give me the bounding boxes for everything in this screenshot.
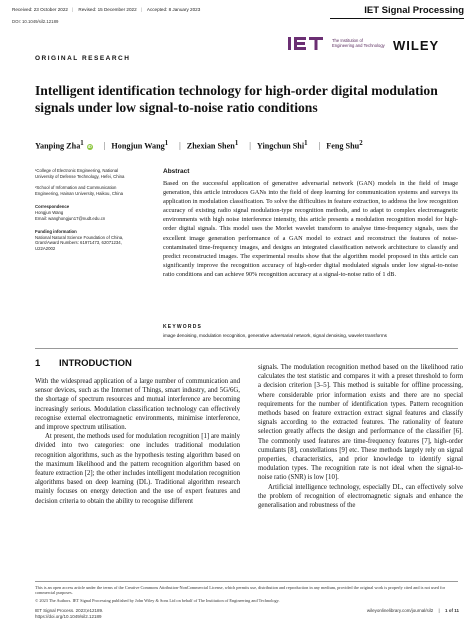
paragraph: With the widespread application of a large number of communication and sensor devices, such as the Internet of Things, smart industry, and 5G/6G, the shortage of spectrum resources and mutual interference are becoming increasingly serious. Modulation classification technology can effectively recognise external electromagnetic environments, minimise interference, and improve spectrum utilisation.: [35, 378, 240, 432]
journal-name: IET Signal Processing: [364, 5, 464, 16]
revised-date: Revised: 15 December 2022: [78, 7, 137, 12]
author-list: Yanping Zha$^1$ iD | Hongjun Wang$^1$ | Zhexian Shen$^1$ | Yingchun Shi$^1$ | Feng Shu$^2$: [35, 140, 363, 151]
funding-heading: Funding information: [35, 229, 77, 235]
page-number: 1 of 11: [444, 608, 459, 613]
section-divider: [35, 348, 458, 349]
author[interactable]: Yingchun Shi$^1$: [256, 140, 308, 151]
sidebar: [35, 168, 127, 258]
paragraph: Artificial intelligence technology, especially DL, can effectively solve the problem of recognition of electromagnetic signals and enhance the generalisation and robustness of the: [258, 483, 463, 510]
abstract-heading: Abstract: [163, 168, 190, 175]
article-type: ORIGINAL RESEARCH: [35, 55, 131, 62]
footnote-divider: [35, 581, 458, 582]
doi[interactable]: DOI: 10.1049/sil2.12189: [12, 19, 59, 24]
iet-logo-text: The Institution of Engineering and Technology: [332, 38, 385, 48]
orcid-icon[interactable]: iD: [87, 143, 92, 149]
footer-right: wileyonlinelibrary.com/journal/sil2 | 1 of 11: [366, 608, 459, 613]
section-title: INTRODUCTION: [59, 358, 132, 369]
received-date: Received: 23 October 2022: [12, 7, 68, 12]
paragraph: At present, the methods used for modulation recognition [1] are mainly divided into two categories: one includes traditional modulation recognition algorithms, such as the hypothesis testing algorithm based on the maximum likelihood and the pattern recognition algorithm based on feature extraction [2]; the other includes intelligent modulation recognition algorithms based on deep learning (DL). Traditional algorithm research mainly focuses on energy detection and the use of expert features and decision criteria to obtain the ability to recognise different: [35, 433, 240, 505]
affiliation-1: ¹College of Electronic Engineering, National University of Defense Technology, Hefei, China: [35, 168, 125, 179]
paragraph: signals. The modulation recognition method based on the likelihood ratio calculates the test statistic and compares it with a preset threshold to form a decision criterion [3–5]. This method is suitable for offline processing, where considerable prior information exists and there are no special requirements for the number of identification types. Pattern recognition methods based on feature extraction extract signal features and classify signals according to the extracted features. The rationality of feature selection greatly affects the design and performance of the classifier [6]. The commonly used features are time-frequency features [7], high-order cumulants [8], constellations [9] etc. These methods largely rely on signal properties, characteristics, and prior knowledge to identify signal modulation types. The recognition rate is not ideal when the signal-to-noise ratio (SNR) is low [10].: [258, 364, 463, 482]
author[interactable]: Hongjun Wang$^1$: [111, 140, 169, 151]
keywords-text: image denoising, modulation recognition, generative adversarial network, signal denoising, wavelet transforms: [163, 333, 387, 338]
wiley-logo: WILEY: [393, 38, 440, 53]
correspondence-heading: Correspondence: [35, 204, 70, 210]
correspondence-name: Hongjun Wang: [35, 209, 64, 215]
author[interactable]: Feng Shu$^2$: [326, 140, 363, 151]
header-rule: [330, 18, 464, 19]
journal-url[interactable]: wileyonlinelibrary.com/journal/sil2: [366, 608, 434, 613]
footer-doi-link[interactable]: https://doi.org/10.1049/sil2.12189: [35, 614, 102, 619]
license-text: This is an open access article under the terms of the Creative Commons Attribution-NonCommercial License, which permits use, distribution and reproduction in any medium, provided the original work is properly cited and is not used for commercial purposes.: [35, 585, 446, 596]
iet-logo: [288, 37, 330, 50]
keywords-heading: KEYWORDS: [163, 324, 203, 330]
section-number: 1: [35, 358, 41, 369]
copyright-text: © 2023 The Authors. IET Signal Processing published by John Wiley & Sons Ltd on behalf of The Institution of Engineering and Technology.: [35, 597, 280, 603]
article-dates: Received: 23 October 2022 | Revised: 15 December 2022 | Accepted: 8 January 2023: [12, 7, 201, 12]
footnote: [35, 585, 458, 603]
body-column-2: [258, 363, 463, 510]
accepted-date: Accepted: 8 January 2023: [146, 7, 201, 12]
article-title: Intelligent identification technology for high-order digital modulation signals under low signal-to-noise ratio conditions: [35, 83, 438, 115]
author[interactable]: Zhexian Shen$^1$: [186, 140, 239, 151]
footer-citation: IET Signal Process. 2023;e12189. https://doi.org/10.1049/sil2.12189: [35, 608, 104, 619]
author[interactable]: Yanping Zha$^1$ iD: [35, 140, 92, 151]
body-column-1: [35, 377, 240, 506]
affiliation-2: ²School of Information and Communication Engineering, Hainan University, Haikou, China: [35, 185, 124, 196]
abstract-text: Based on the successful application of generative adversarial network (GAN) models in the field of image generation, this article introduces GANs into the field of deep learning for communication systems and surveys its application in modulation classification. To solve the difficulties in feature extraction, to address the low recognition accuracy of existing radio signal modulation-type recognition methods, and to adapt to complex electromagnetic environments with high noise interference intensity, this article presents a modulation recognition model for high-order digital signals. This model uses the Morlet wavelet transform to analyse time-frequency signals, uses the excellent image generation performance of a GAN model to extract and reconstruct the features of noise-contaminated time-frequency images, and designs an integrated classification network architecture to classify and predict reconstructed images. The experimental results show that the algorithm model proposed in this article can significantly improve the recognition accuracy of high-order digital modulated signals under low signal-to-noise ratio conditions and can achieve 90% recognition accuracy at a signal-to-noise ratio of 1 dB.: [163, 180, 458, 278]
funding-text: National Natural Science Foundation of China, Grant/Award Numbers: 61971473, 62071234, U22A2002: [35, 234, 124, 251]
correspondence-email[interactable]: Email: wanghongjun17@nudt.edu.cn: [35, 215, 106, 221]
